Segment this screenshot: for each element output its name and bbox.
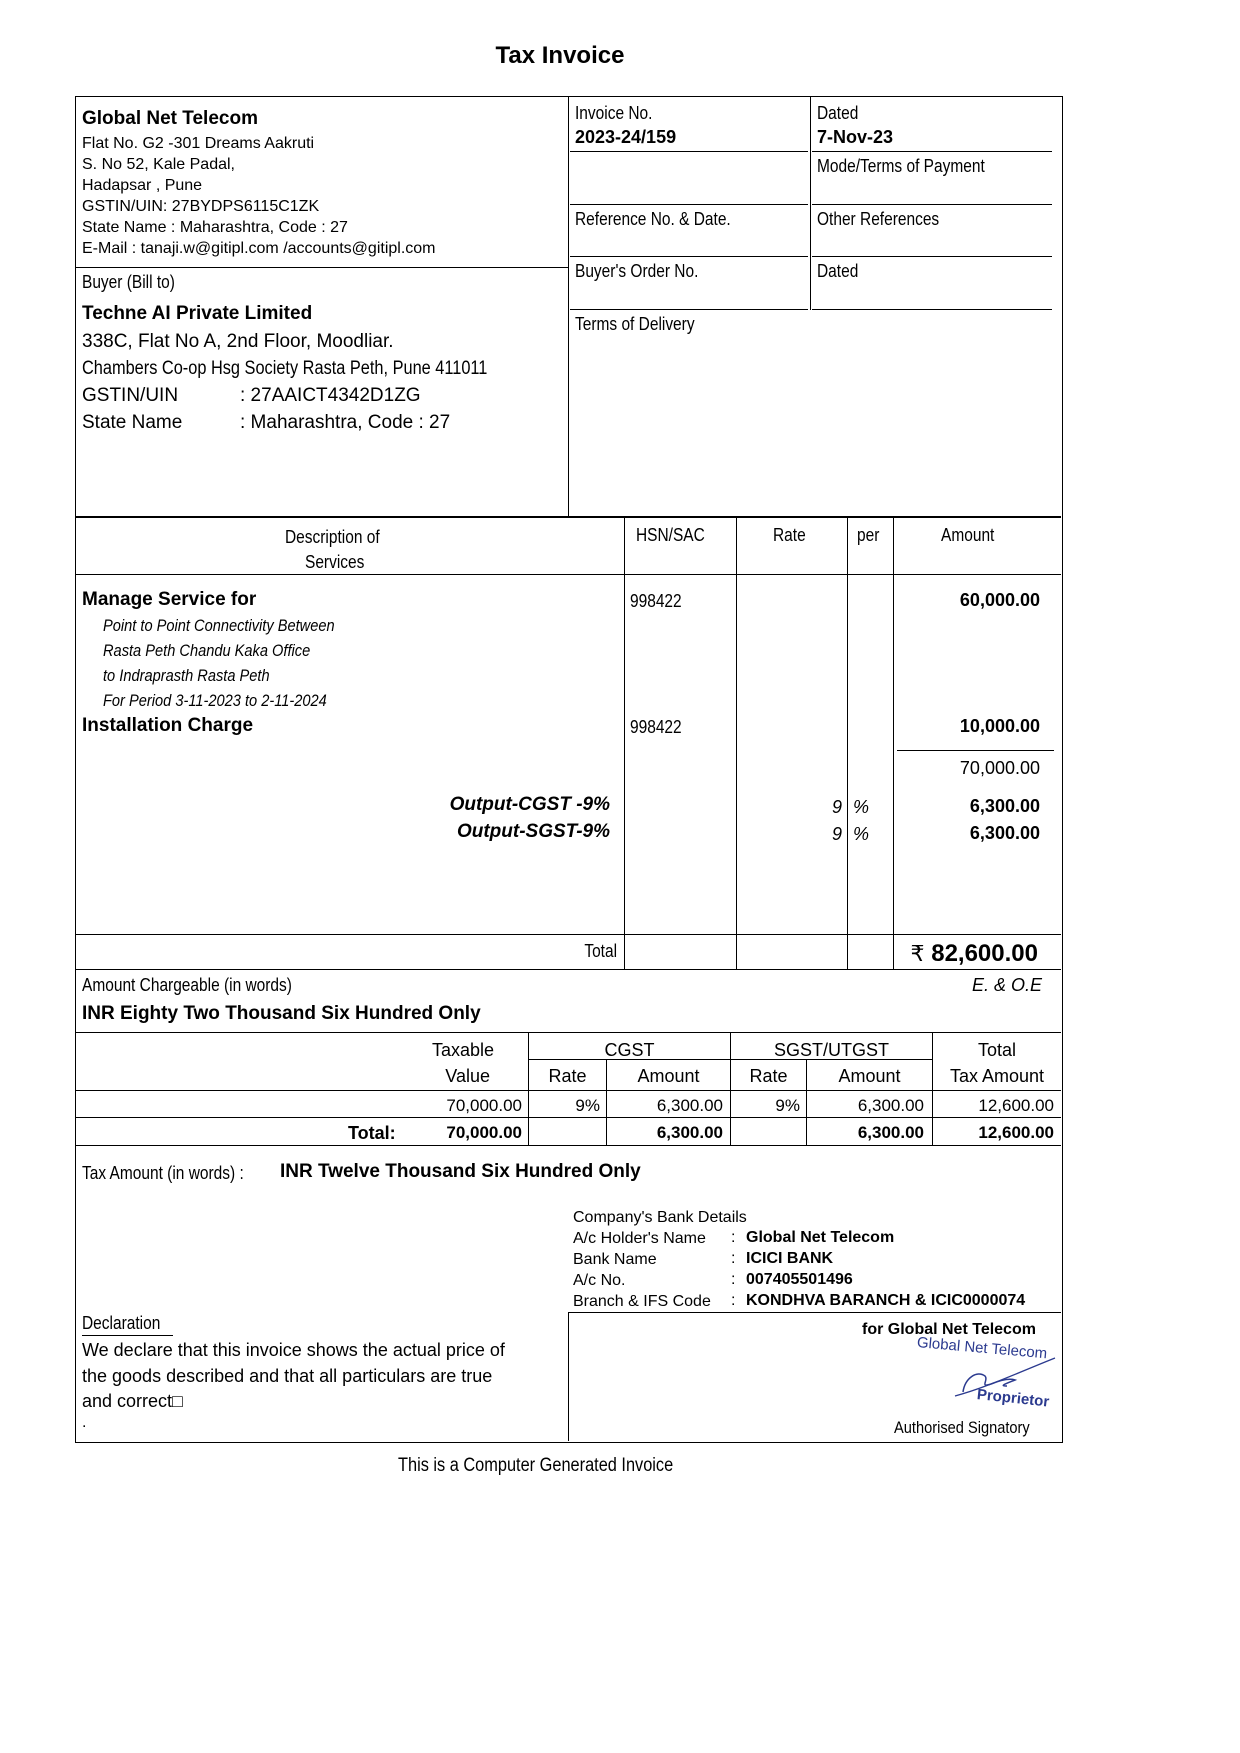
item-detail-line: Rasta Peth Chandu Kaka Office: [103, 641, 311, 660]
for-company: for Global Net Telecom: [862, 1321, 1036, 1338]
bank-colon: :: [731, 1271, 736, 1288]
terms-of-delivery-label: Terms of Delivery: [575, 314, 695, 334]
invoice-no-label: Invoice No.: [575, 103, 653, 123]
buyer-name: Techne AI Private Limited: [82, 303, 313, 324]
tax-table-header-amount: Amount: [637, 1066, 700, 1086]
authorised-signatory: Authorised Signatory: [894, 1418, 1030, 1437]
tax-table-header-sgst: SGST/UTGST: [773, 1040, 889, 1060]
tax-table-header-tax-amount: Tax Amount: [949, 1066, 1045, 1086]
item-title: Installation Charge: [82, 715, 254, 736]
buyer-order-label: Buyer's Order No.: [575, 261, 699, 281]
column-header-per: per: [857, 525, 880, 545]
tax-table-cell: 6,300.00: [857, 1096, 924, 1115]
divider: [893, 516, 894, 969]
buyer-gstin-value: : 27AAICT4342D1ZG: [240, 385, 421, 406]
subtotal-amount: 70,000.00: [959, 758, 1040, 778]
divider: [847, 516, 848, 969]
divider: [75, 516, 1061, 518]
item-hsn: 998422: [630, 591, 682, 611]
bank-label: A/c Holder's Name: [573, 1230, 706, 1247]
column-header-hsn: HSN/SAC: [635, 525, 705, 545]
bank-label: Bank Name: [573, 1251, 657, 1268]
divider: [75, 1117, 1061, 1118]
seller-email: E-Mail : tanaji.w@gitipl.com /accounts@gitipl.com: [82, 240, 436, 257]
item-title: Manage Service for: [82, 589, 257, 610]
footer-note: This is a Computer Generated Invoice: [398, 1455, 674, 1476]
tax-table-total-cell: 12,600.00: [978, 1123, 1054, 1142]
divider: [75, 969, 1061, 970]
divider: [812, 151, 1052, 152]
divider: [570, 309, 808, 310]
tax-per-cgst: %: [853, 797, 870, 817]
mode-terms-label: Mode/Terms of Payment: [817, 156, 985, 176]
divider: [75, 1032, 1061, 1033]
bank-value: 007405501496: [746, 1271, 853, 1288]
tax-table-cell: 70,000.00: [446, 1096, 522, 1115]
divider: [810, 96, 811, 310]
invoice-no-value: 2023-24/159: [575, 127, 677, 147]
reference-label: Reference No. & Date.: [575, 209, 731, 229]
bank-colon: :: [731, 1292, 736, 1309]
divider: [812, 256, 1052, 257]
seller-address-line: Flat No. G2 -301 Dreams Aakruti: [82, 135, 315, 152]
divider: [812, 204, 1052, 205]
tax-table-total-label: Total:: [348, 1123, 396, 1143]
invoice-title: Tax Invoice: [495, 42, 625, 69]
bank-value: KONDHVA BARANCH & ICIC0000074: [746, 1292, 1026, 1309]
divider: [897, 750, 1054, 751]
divider: [75, 934, 1061, 935]
divider: [736, 516, 737, 969]
item-detail-line: For Period 3-11-2023 to 2-11-2024: [103, 691, 327, 710]
divider: [75, 267, 568, 268]
tax-label-sgst: Output-SGST-9%: [456, 821, 610, 842]
buyer-address-line: Chambers Co-op Hsg Society Rasta Peth, Pune 411011: [82, 358, 488, 379]
divider: [568, 96, 569, 516]
tax-table-header-total: Total: [977, 1040, 1017, 1060]
declaration-line: We declare that this invoice shows the actual price of: [82, 1340, 505, 1360]
divider: [812, 309, 1052, 310]
bank-value: ICICI BANK: [746, 1250, 834, 1267]
column-header-amount: Amount: [940, 525, 995, 545]
tax-table-header-cgst: CGST: [604, 1040, 655, 1060]
bank-label: A/c No.: [573, 1272, 626, 1289]
bank-heading: Company's Bank Details: [573, 1209, 747, 1226]
seller-address-line: S. No 52, Kale Padal,: [82, 156, 235, 173]
tax-label-cgst: Output-CGST -9%: [449, 794, 610, 815]
divider: [570, 151, 808, 152]
bank-value: Global Net Telecom: [746, 1229, 895, 1246]
tax-table-total-cell: 6,300.00: [857, 1123, 924, 1142]
divider: [568, 1312, 1061, 1313]
item-amount: 60,000.00: [959, 590, 1040, 610]
divider: [570, 256, 808, 257]
tax-table-header-value: Value: [445, 1066, 490, 1086]
tax-words-label: Tax Amount (in words) :: [82, 1163, 244, 1183]
tax-table-cell: 6,300.00: [656, 1096, 723, 1115]
declaration-heading: Declaration: [82, 1313, 173, 1336]
tax-rate-sgst: 9: [831, 824, 842, 844]
divider: [75, 1090, 1061, 1091]
column-header-description: Description of Services: [284, 527, 380, 572]
tax-words-value: INR Twelve Thousand Six Hundred Only: [280, 1161, 641, 1182]
seller-state: State Name : Maharashtra, Code : 27: [82, 219, 348, 236]
seller-gstin: GSTIN/UIN: 27BYDPS6115C1ZK: [82, 198, 320, 215]
buyer-label: Buyer (Bill to): [82, 272, 175, 292]
tax-rate-cgst: 9: [831, 797, 842, 817]
buyer-state-value: : Maharashtra, Code : 27: [240, 412, 451, 433]
declaration-line: the goods described and that all particulars are true: [82, 1366, 493, 1386]
declaration-line: and correct□: [82, 1391, 183, 1411]
stamp-company: Global Net Telecom: [916, 1334, 1048, 1363]
other-references-label: Other References: [817, 209, 940, 229]
item-detail-line: to Indraprasth Rasta Peth: [103, 666, 270, 685]
seller-address-line: Hadapsar , Pune: [82, 177, 203, 194]
divider: [570, 204, 808, 205]
tax-table-header-rate: Rate: [749, 1066, 788, 1086]
tax-amount-sgst: 6,300.00: [969, 823, 1040, 843]
order-dated-label: Dated: [817, 261, 859, 281]
signature-stamp: [905, 1330, 1065, 1410]
eoe-label: E. & O.E: [971, 975, 1042, 995]
tax-table-cell: 9%: [775, 1096, 800, 1115]
tax-table-total-cell: 70,000.00: [446, 1123, 522, 1142]
tax-amount-cgst: 6,300.00: [969, 796, 1040, 816]
buyer-gstin-label: GSTIN/UIN: [82, 385, 179, 406]
buyer-state-label: State Name: [82, 412, 183, 433]
tax-table-header-rate: Rate: [548, 1066, 587, 1086]
divider: [568, 1312, 569, 1441]
total-label: Total: [584, 941, 617, 961]
seller-name: Global Net Telecom: [82, 108, 258, 129]
divider: [624, 516, 625, 969]
amount-words-label: Amount Chargeable (in words): [82, 975, 292, 995]
tax-table-total-cell: 6,300.00: [656, 1123, 723, 1142]
tax-table-header-amount: Amount: [838, 1066, 901, 1086]
tax-per-sgst: %: [853, 824, 870, 844]
grand-total: [900, 940, 1038, 968]
declaration-line: .: [82, 1414, 87, 1431]
tax-table-header-taxable: Taxable: [431, 1040, 494, 1060]
dated-value: 7-Nov-23: [817, 127, 894, 147]
rupee-symbol: ₹: [910, 941, 925, 966]
column-header-rate: Rate: [772, 525, 806, 545]
grand-total-amount: 82,600.00: [931, 940, 1038, 967]
bank-colon: :: [731, 1229, 736, 1246]
bank-colon: :: [731, 1250, 736, 1267]
item-detail-line: Point to Point Connectivity Between: [103, 616, 335, 635]
divider: [75, 574, 1061, 575]
bank-label: Branch & IFS Code: [573, 1293, 711, 1310]
tax-table-cell: 9%: [575, 1096, 600, 1115]
tax-table-cell: 12,600.00: [978, 1096, 1054, 1115]
divider: [75, 1145, 1061, 1146]
stamp-title: Proprietor: [976, 1386, 1051, 1411]
item-amount: 10,000.00: [959, 716, 1040, 736]
dated-label: Dated: [817, 103, 859, 123]
buyer-address-line: 338C, Flat No A, 2nd Floor, Moodliar.: [82, 331, 394, 352]
item-hsn: 998422: [630, 717, 682, 737]
amount-words-value: INR Eighty Two Thousand Six Hundred Only: [82, 1003, 481, 1024]
